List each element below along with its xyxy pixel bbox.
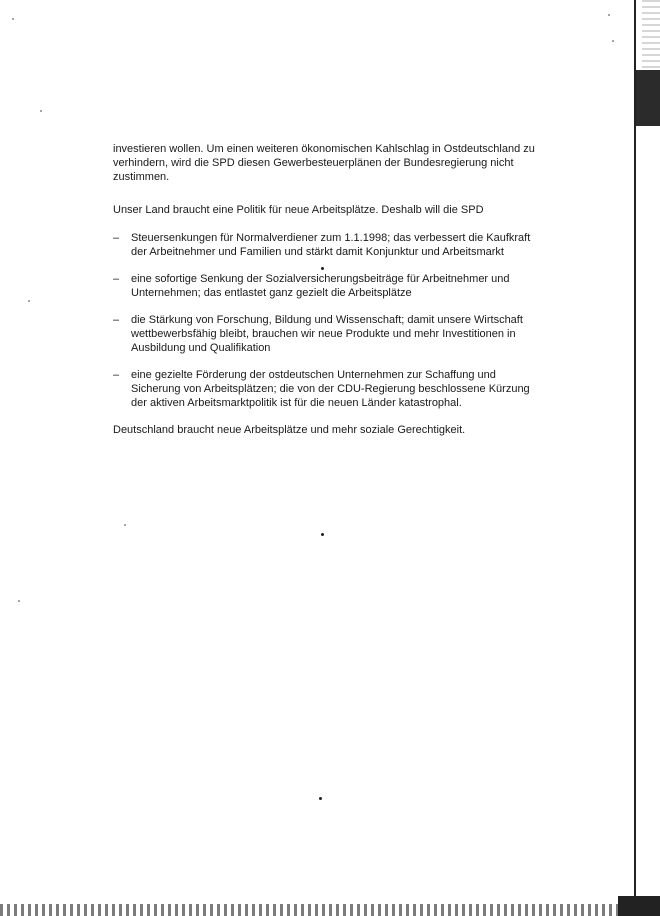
scan-speck (28, 300, 30, 302)
intro-paragraph: investieren wollen. Um einen weiteren ökonomischen Kahlschlag in Ostdeutschland zu verhindern, wird die SPD diesen Gewerbesteuerplänen der Bundesregierung nicht zustimmen. (113, 143, 535, 183)
list-item-text: eine sofortige Senkung der Sozialversicherungsbeiträge für Arbeitnehmer und Unternehmen; das entlastet ganz gezielt die Arbeitsplätze (131, 273, 510, 299)
scan-dark-block (636, 70, 660, 126)
list-item (113, 368, 538, 410)
scan-speck (321, 267, 324, 270)
scan-bottom-border (0, 904, 660, 916)
scan-corner-shadow (618, 896, 660, 916)
bullet-dash: – (113, 314, 120, 326)
demands-list (113, 231, 538, 410)
closing-paragraph: Deutschland braucht neue Arbeitsplätze und mehr soziale Gerechtigkeit. (113, 424, 466, 436)
scan-speck (124, 524, 126, 526)
scan-speck (612, 40, 614, 42)
list-item-text: eine gezielte Förderung der ostdeutschen Unternehmen zur Schaffung und Sicherung von Arbeitsplätzen; die von der CDU-Regierung beschlossene Kürzung der aktiven Arbeitsmarktpolitik ist für die neuen Länder katastrophal. (131, 369, 530, 409)
list-item (113, 313, 538, 355)
bullet-dash: – (113, 369, 120, 381)
scan-speck (321, 533, 324, 536)
scan-speck (608, 14, 610, 16)
list-item (113, 272, 538, 300)
list-item (113, 231, 538, 259)
scan-edge-noise (642, 0, 660, 70)
bullet-dash: – (113, 273, 120, 285)
scan-speck (319, 797, 322, 800)
bullet-dash: – (113, 232, 120, 244)
scan-speck (40, 110, 42, 112)
document-body (113, 142, 538, 437)
scan-speck (12, 18, 14, 20)
scan-speck (18, 600, 20, 602)
scan-right-border (634, 0, 636, 916)
list-item-text: Steuersenkungen für Normalverdiener zum 1.1.1998; das verbessert die Kaufkraft der Arbeitnehmer und Familien und stärkt damit Konjunktur und Arbeitsmarkt (131, 232, 531, 258)
lead-paragraph: Unser Land braucht eine Politik für neue Arbeitsplätze. Deshalb will die SPD (113, 204, 484, 216)
list-item-text: die Stärkung von Forschung, Bildung und Wissenschaft; damit unsere Wirtschaft wettbewerbsfähig bleibt, brauchen wir neue Produkte und mehr Investitionen in Ausbildung und Qualifikation (131, 314, 523, 354)
